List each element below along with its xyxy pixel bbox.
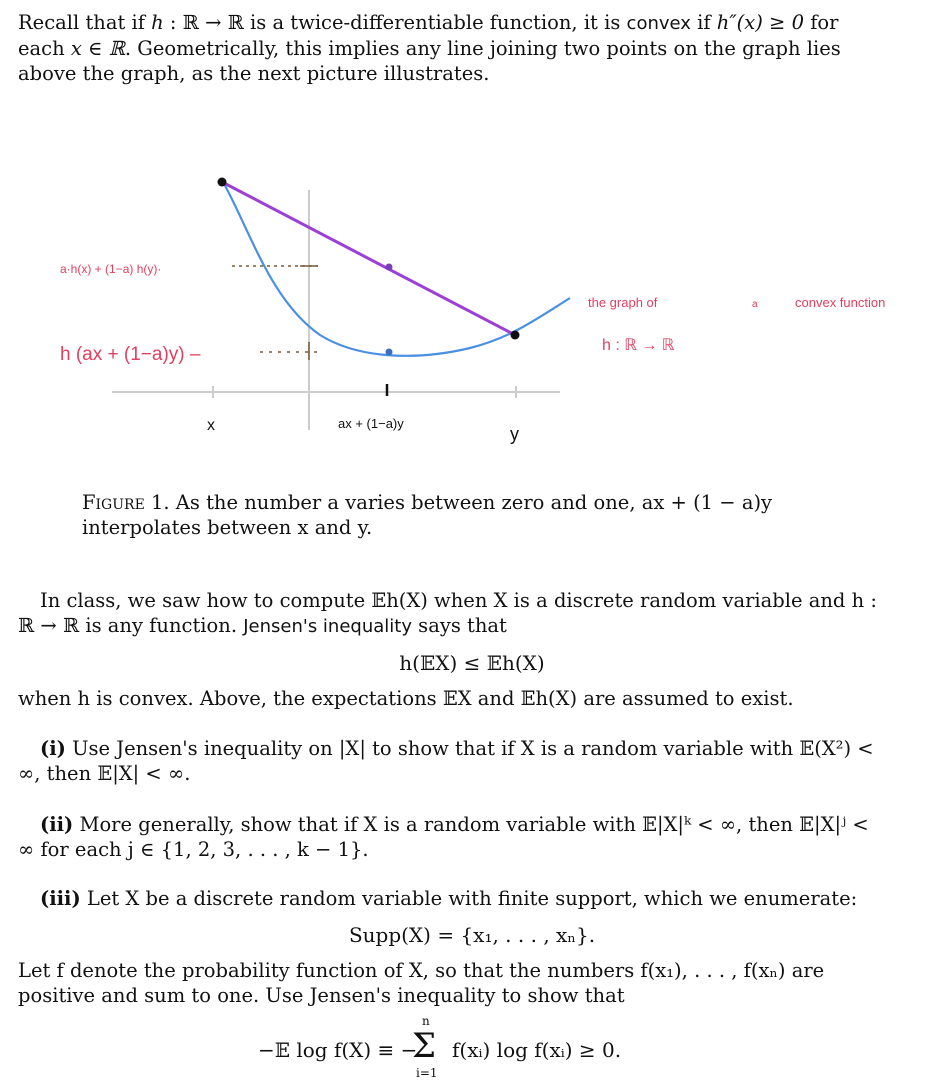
sum-symbol: Σ [412, 1026, 437, 1066]
jensen-formula: h(𝔼X) ≤ 𝔼h(X) [399, 651, 545, 675]
y-axis-label: y [510, 424, 519, 444]
second-derivative-condition: h″(x) ≥ 0 [716, 11, 804, 34]
intro-text-1: Recall that if [18, 11, 152, 34]
part-ii-label: (ii) [40, 813, 74, 836]
graph-note-1: the graph of [588, 295, 658, 310]
intro-text-3: if [690, 11, 717, 34]
support-formula: Supp(X) = {x₁, . . . , xₙ}. [348, 923, 596, 947]
convex-term: convex [626, 13, 691, 34]
class-text-1: In class, we saw how to compute 𝔼h(X) when X is a discrete random variable and h : ℝ → ℝ is any function. [18, 589, 877, 637]
caption-text: As the number a varies between zero and one, ax + (1 − a)y interpolates between x and y. [82, 491, 773, 539]
chord-line [222, 182, 515, 335]
when-convex-text: when h is convex. Above, the expectations 𝔼X and 𝔼h(X) are assumed to exist. [18, 687, 794, 710]
intro-h: h [151, 11, 164, 34]
part-i-text: Use Jensen's inequality on |X| to show that if X is a random variable with 𝔼(X²) < ∞, then 𝔼|X| < ∞. [18, 737, 874, 785]
final-formula [0, 1010, 944, 1086]
part-ii-text: More generally, show that if X is a random variable with 𝔼|X|ᵏ < ∞, then 𝔼|X|ʲ < ∞ for each j ∈ {1, 2, 3, . . . , k − 1}. [18, 813, 869, 861]
graph-note-2: a [752, 299, 758, 310]
graph-note-4: h : ℝ → ℝ [602, 337, 675, 354]
curve-mid-point [386, 349, 393, 356]
point-x [218, 178, 227, 187]
part-iii [18, 886, 888, 911]
part-iii-text: Let X be a discrete random variable with finite support, which we enumerate: [80, 887, 858, 910]
part-i-label: (i) [40, 737, 66, 760]
let-f-paragraph: Let f denote the probability function of X, so that the numbers f(x₁), . . . , f(xₙ) are positive and sum to one. Use Jensen's inequality to show that [18, 959, 825, 1007]
convex-curve [222, 180, 570, 356]
x-in-reals: x ∈ ℝ [70, 37, 125, 60]
chord-value-label: a·h(x) + (1−a) h(y)· [60, 262, 162, 276]
class-paragraph [18, 588, 888, 639]
jensen-term: Jensen's inequality [243, 616, 412, 637]
function-value-label: h (ax + (1−a)y) – [60, 344, 201, 365]
intro-text-5: . Geometrically, this implies any line joining two points on the graph lies above the graph, as the next picture illustrates. [18, 37, 841, 85]
sum-lower-limit: i=1 [416, 1066, 438, 1080]
class-text-2: says that [411, 614, 507, 637]
final-lhs: −𝔼 log f(X) ≡ − [258, 1038, 418, 1062]
mid-axis-label: ax + (1−a)y [338, 416, 404, 431]
intro-text-4: for each [18, 11, 839, 60]
chord-mid-point [386, 264, 393, 271]
part-iii-label: (iii) [40, 887, 81, 910]
x-axis-label: x [207, 417, 215, 434]
part-ii [18, 812, 888, 862]
caption-label: Figure 1. [82, 491, 170, 514]
point-y [511, 331, 520, 340]
graph-note-3: convex function [795, 295, 886, 310]
figure-caption [82, 490, 842, 540]
sum-upper-limit: n [422, 1014, 430, 1028]
intro-text-2: : ℝ → ℝ is a twice-differentiable function, it is [163, 11, 627, 34]
final-rhs: f(xᵢ) log f(xᵢ) ≥ 0. [452, 1038, 622, 1062]
convexity-figure [0, 150, 944, 470]
part-i [18, 736, 888, 786]
intro-paragraph [18, 10, 888, 86]
